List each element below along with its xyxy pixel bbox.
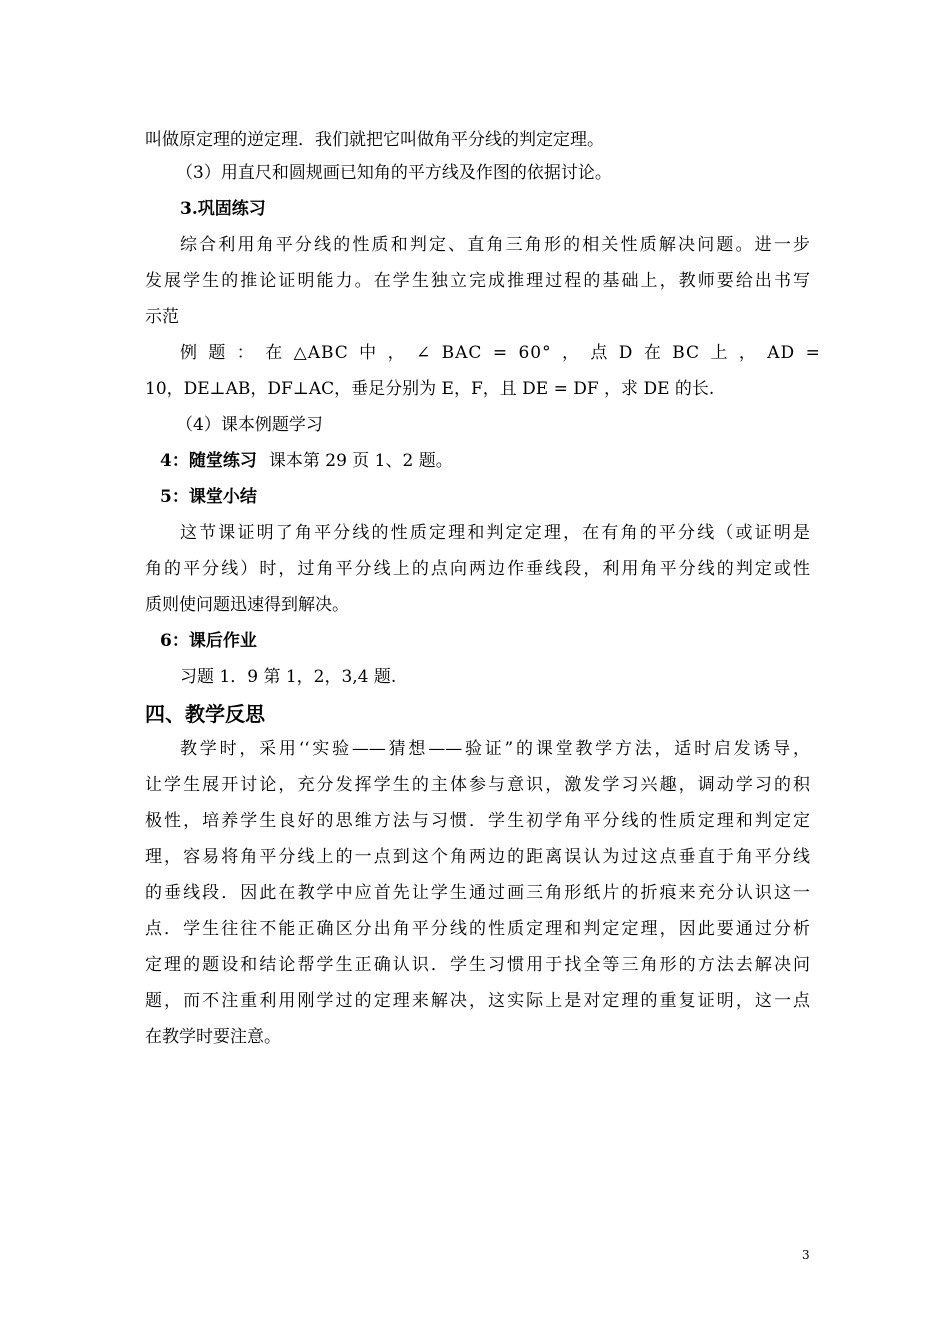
section-heading: 5：课堂小结 [160, 487, 257, 507]
text-line: 极性，培养学生良好的思维方法与习惯．学生初学角平分线的性质定理和判定定 [145, 811, 810, 831]
chapter-heading: 四、教学反思 [145, 702, 265, 726]
text-line: 点．学生往往不能正确区分出角平分线的性质定理和判定定理，因此要通过分析 [145, 919, 810, 939]
text-line: 角的平分线）时，过角平分线上的点向两边作垂线段，利用角平分线的判定或性 [145, 559, 810, 579]
section-text: 课本第 29 页 1、2 题。 [268, 451, 453, 471]
text-line: 教学时，采用‘‘实验——猜想——验证”的课堂教学方法，适时启发诱导， [180, 739, 810, 759]
section-line [160, 449, 825, 473]
text-line: 在教学时要注意。 [145, 1027, 281, 1047]
text-line: 综合利用角平分线的性质和判定、直角三角形的相关性质解决问题。进一步 [180, 235, 810, 255]
text-line: 发展学生的推论证明能力。在学生独立完成推理过程的基础上，教师要给出书写 [145, 271, 810, 291]
text-line: 的垂线段．因此在教学中应首先让学生通过画三角形纸片的折痕来充分认识这一 [145, 883, 810, 903]
example-line: 10，DE⊥AB，DF⊥AC，垂足分别为 E，F，且 DE = DF ，求 DE 的长. [145, 379, 715, 399]
text-line: （4）课本例题学习 [176, 415, 323, 435]
text-line: （3）用直尺和圆规画已知角的平方线及作图的依据讨论。 [176, 163, 612, 183]
section-heading: 6：课后作业 [160, 631, 257, 651]
text-line: 习题 1．9 第 1，2，3,4 题. [180, 667, 397, 687]
section-heading: 3.巩固练习 [180, 199, 266, 219]
text-line: 叫做原定理的逆定理．我们就把它叫做角平分线的判定定理。 [145, 130, 604, 150]
section-heading: 4：随堂练习 [160, 451, 257, 471]
text-line: 定理的题设和结论帮学生正确认识．学生习惯用于找全等三角形的方法去解决问 [145, 955, 810, 975]
text-line: 理，容易将角平分线上的一点到这个角两边的距离误认为过这点垂直于角平分线 [145, 847, 810, 867]
text-line: 题，而不注重利用刚学过的定理来解决，这实际上是对定理的重复证明，这一点 [145, 991, 810, 1011]
text-line: 质则使问题迅速得到解决。 [145, 595, 349, 615]
text-line: 这节课证明了角平分线的性质定理和判定定理，在有角的平分线（或证明是 [180, 523, 810, 543]
page-number: 3 [802, 1248, 810, 1262]
text-line: 让学生展开讨论，充分发挥学生的主体参与意识，激发学习兴趣，调动学习的积 [145, 775, 810, 795]
example-line: 例 题 ： 在 △ABC 中 ， ∠ BAC = 60° ， 点 D 在 BC 上 ， AD = [180, 343, 821, 363]
text-line: 示范 [145, 307, 179, 327]
